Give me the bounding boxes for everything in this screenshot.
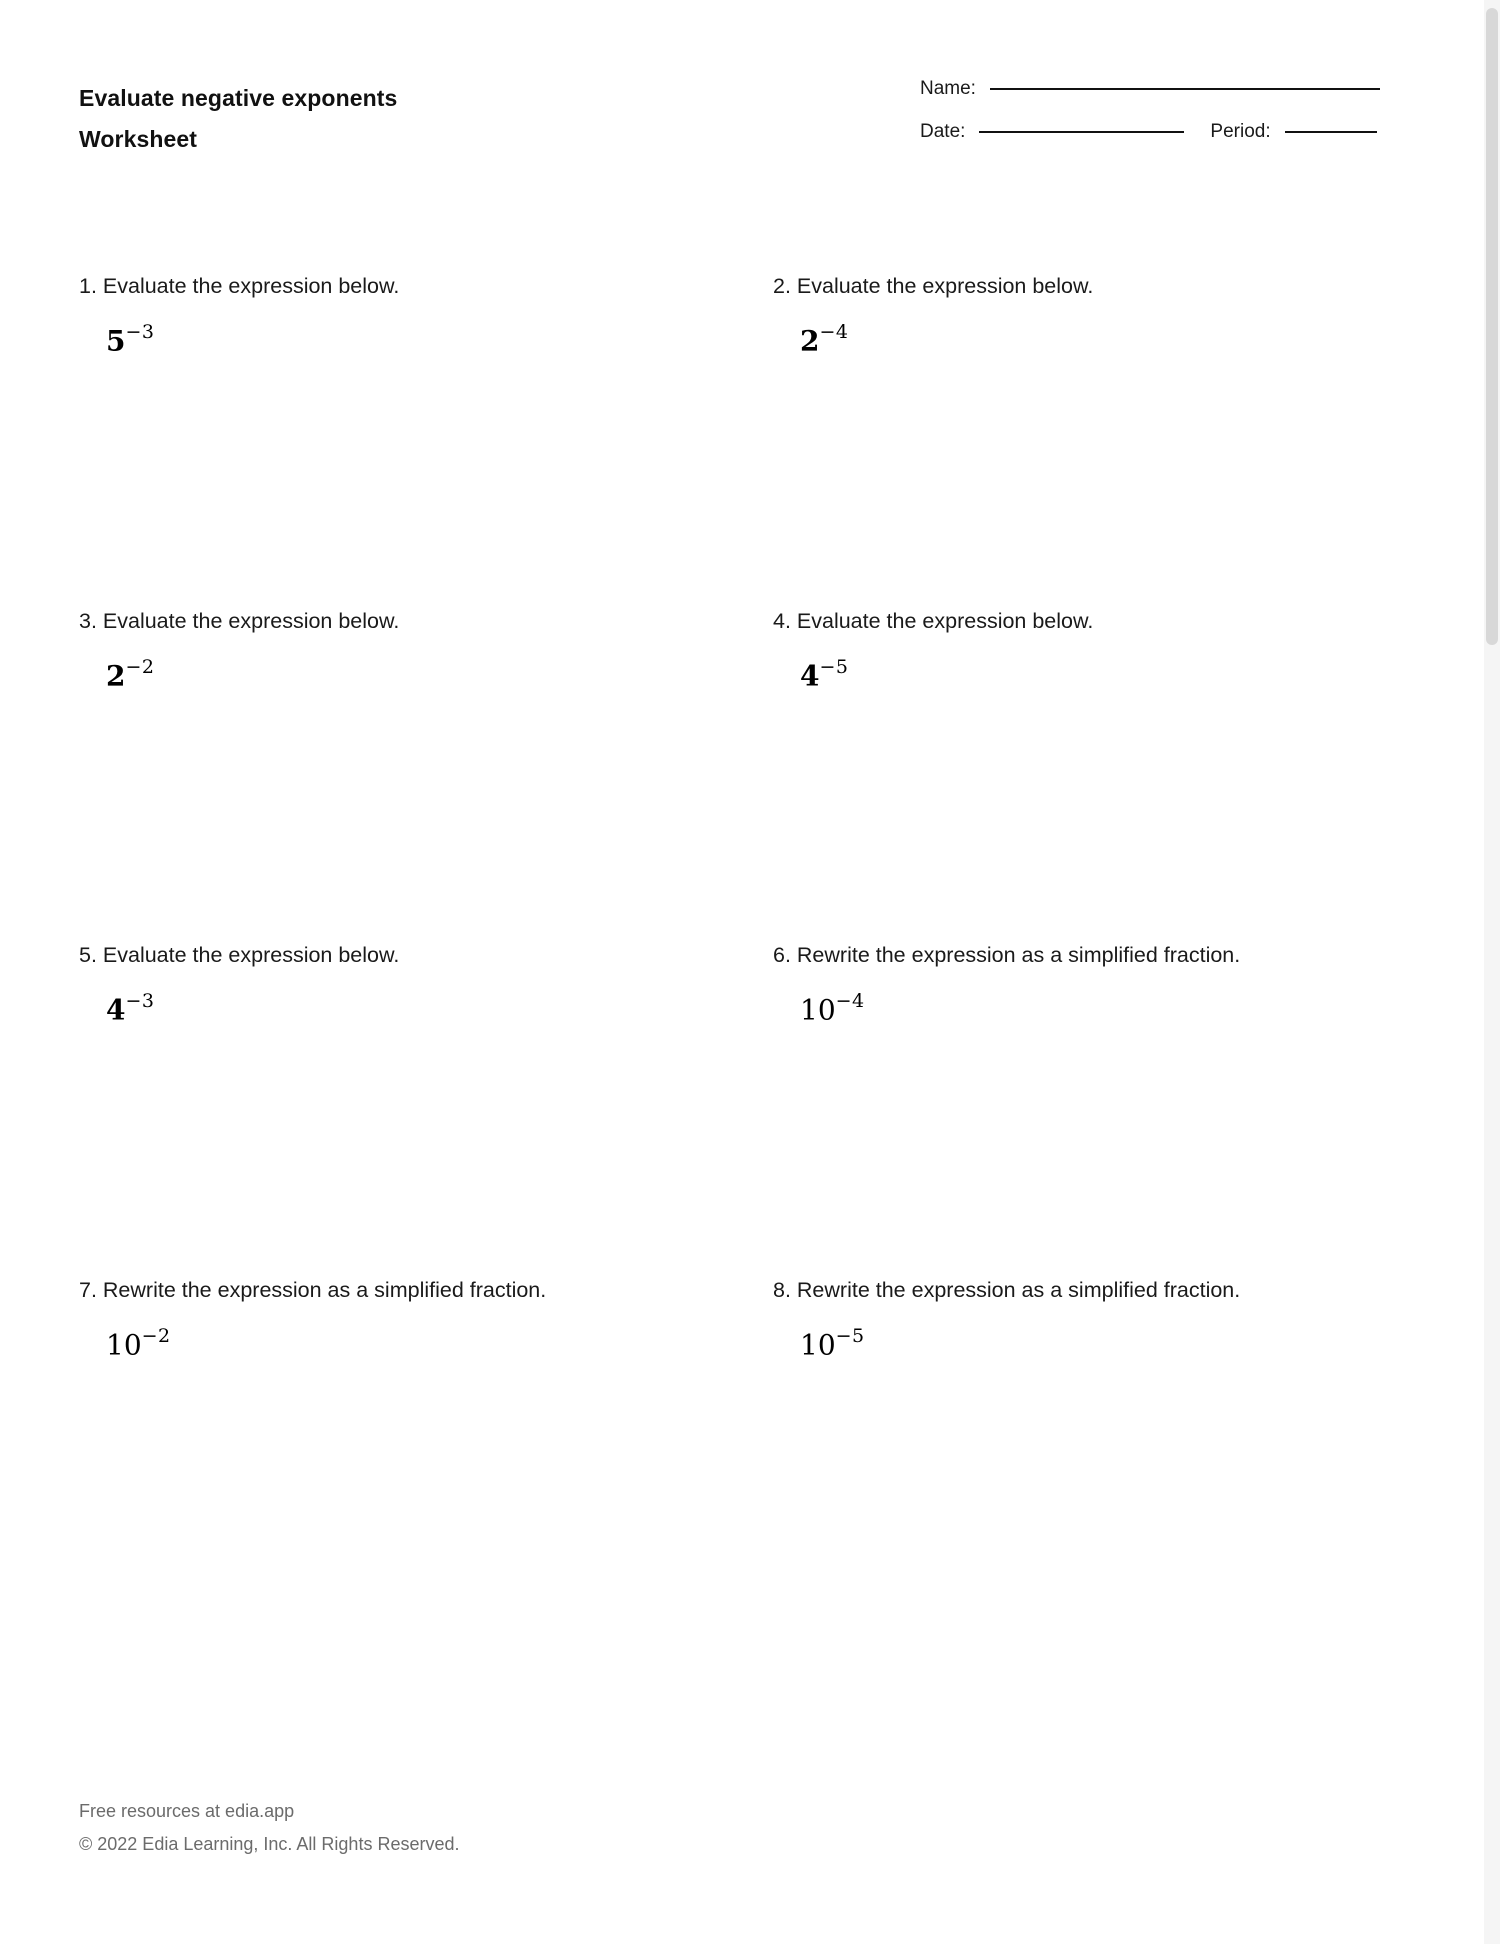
question-expression xyxy=(800,652,849,693)
footer-resources-line: Free resources at edia.app xyxy=(79,1801,295,1821)
question-expression xyxy=(106,986,155,1027)
question-8 xyxy=(773,1276,1433,1362)
question-expression xyxy=(800,1321,865,1362)
name-label: Name: xyxy=(920,78,976,99)
expression-exponent: −3 xyxy=(125,321,155,343)
page-title-line-1: Evaluate negative exponents xyxy=(79,85,398,111)
student-info-block xyxy=(920,78,1410,164)
question-prompt: 7. Rewrite the expression as a simplified fraction. xyxy=(79,1278,547,1302)
expression-exponent: −5 xyxy=(835,1325,865,1347)
expression-base: 10 xyxy=(106,1328,142,1362)
page-footer xyxy=(79,1795,779,1861)
name-input-line[interactable] xyxy=(990,88,1380,90)
vertical-scrollbar[interactable] xyxy=(1484,0,1500,1944)
expression-exponent: −5 xyxy=(819,656,849,678)
question-2 xyxy=(773,272,1433,358)
question-prompt: 8. Rewrite the expression as a simplified fraction. xyxy=(773,1278,1241,1302)
page-title xyxy=(79,78,599,160)
expression-base: 4 xyxy=(106,993,126,1027)
question-6 xyxy=(773,941,1433,1027)
expression-base: 2 xyxy=(800,324,820,358)
question-4 xyxy=(773,607,1433,693)
date-label: Date: xyxy=(920,121,966,142)
question-expression xyxy=(106,652,155,693)
period-input-line[interactable] xyxy=(1285,131,1377,133)
question-1 xyxy=(79,272,739,358)
expression-exponent: −4 xyxy=(819,321,849,343)
worksheet-header xyxy=(0,0,1484,190)
question-expression xyxy=(800,317,849,358)
expression-base: 2 xyxy=(106,659,126,693)
period-label: Period: xyxy=(1210,121,1271,142)
name-row xyxy=(920,78,1410,121)
expression-base: 4 xyxy=(800,659,820,693)
expression-exponent: −2 xyxy=(125,656,155,678)
question-expression xyxy=(106,317,155,358)
question-expression xyxy=(106,1321,171,1362)
date-input-line[interactable] xyxy=(979,131,1184,133)
question-prompt: 1. Evaluate the expression below. xyxy=(79,274,400,298)
question-3 xyxy=(79,607,739,693)
expression-exponent: −3 xyxy=(125,990,155,1012)
expression-base: 10 xyxy=(800,1328,836,1362)
question-prompt: 5. Evaluate the expression below. xyxy=(79,943,400,967)
date-period-row xyxy=(920,121,1410,164)
question-prompt: 3. Evaluate the expression below. xyxy=(79,609,400,633)
expression-base: 10 xyxy=(800,993,836,1027)
question-5 xyxy=(79,941,739,1027)
question-prompt: 6. Rewrite the expression as a simplified fraction. xyxy=(773,943,1241,967)
page-title-line-2: Worksheet xyxy=(79,126,198,152)
question-expression xyxy=(800,986,865,1027)
footer-copyright-line: © 2022 Edia Learning, Inc. All Rights Reserved. xyxy=(79,1834,460,1854)
expression-exponent: −2 xyxy=(141,1325,171,1347)
question-prompt: 2. Evaluate the expression below. xyxy=(773,274,1094,298)
expression-base: 5 xyxy=(106,324,126,358)
question-7 xyxy=(79,1276,739,1362)
expression-exponent: −4 xyxy=(835,990,865,1012)
scrollbar-thumb[interactable] xyxy=(1486,8,1498,645)
question-prompt: 4. Evaluate the expression below. xyxy=(773,609,1094,633)
